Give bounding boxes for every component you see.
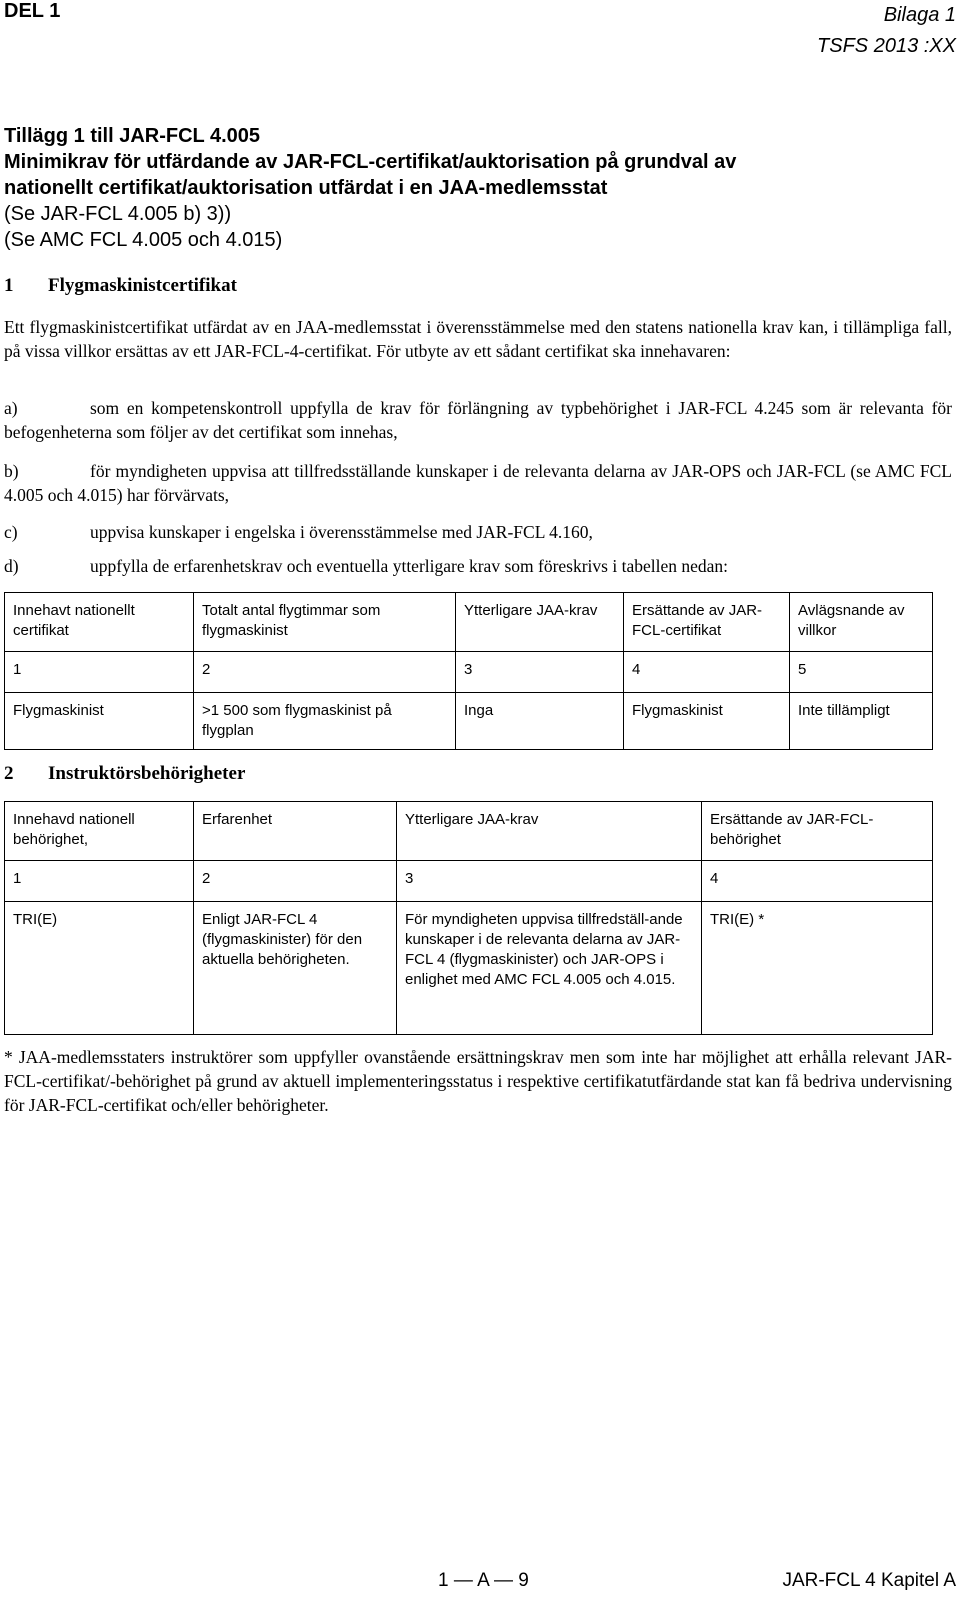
list-item-c-label: c) [4,522,18,542]
title-line-1: Tillägg 1 till JAR-FCL 4.005 [4,125,260,147]
section-1-title: Flygmaskinistcertifikat [48,275,237,296]
appendix-label: Bilaga 1 [883,4,956,26]
list-item-b [4,459,952,507]
table-header-cell: Ytterligare JAA-krav [456,593,624,652]
table-row [5,902,933,1035]
section-1-heading [4,275,237,297]
section-2-heading [4,763,245,785]
flight-engineer-table [4,592,933,750]
table-row [5,693,933,750]
list-item-d [4,554,952,578]
section-2-title: Instruktörsbehörigheter [48,763,246,784]
title-reference-2: (Se AMC FCL 4.005 och 4.015) [4,229,283,251]
table-header-cell: Totalt antal flygtimmar som flygmaskinist [194,593,456,652]
table-header-cell: Ytterligare JAA-krav [397,802,702,861]
table-header-cell: Avlägsnande av villkor [790,593,933,652]
table-header-cell: Innehavt nationellt certifikat [5,593,194,652]
table-number-row [5,861,933,902]
table-header-cell: Erfarenhet [194,802,397,861]
list-item-a [4,396,952,444]
table-header-row [5,593,933,652]
part-label: DEL 1 [4,0,61,22]
table-number-cell: 1 [5,861,194,902]
section-1-intro: Ett flygmaskinistcertifikat utfärdat av en JAA-medlemsstat i överensstämmelse med den statens nationella krav kan, i tillämpliga fall, på vissa villkor ersättas av ett JAR-FCL-4-certifikat. För utbyte av ett sådant certifikat ska innehavaren: [4,317,952,361]
title-line-3: nationellt certifikat/auktorisation utfärdat i en JAA-medlemsstat [4,177,608,199]
title-line-2: Minimikrav för utfärdande av JAR-FCL-certifikat/auktorisation på grundval av [4,151,737,173]
section-2-number: 2 [4,763,14,784]
table-cell: Inte tillämpligt [790,693,933,750]
table-number-cell: 4 [624,652,790,693]
footer-chapter: JAR-FCL 4 Kapitel A [782,1570,956,1591]
table-header-cell: Ersättande av JAR-FCL-behörighet [702,802,933,861]
table-number-cell: 3 [456,652,624,693]
table-cell: För myndigheten uppvisa tillfredställ-ande kunskaper i de relevanta delarna av JAR-FCL 4 (flygmaskinister) och JAR-OPS i enlighet med AMC FCL 4.005 och 4.015. [397,902,702,1035]
table-number-cell: 5 [790,652,933,693]
table-number-cell: 2 [194,652,456,693]
list-item-b-label: b) [4,461,19,481]
list-item-b-text: för myndigheten uppvisa att tillfredsställande kunskaper i de relevanta delarna av JAR-OPS och JAR-FCL (se AMC FCL 4.005 och 4.015) har förvärvats, [4,461,952,505]
table-header-row [5,802,933,861]
table-cell: Inga [456,693,624,750]
table-number-cell: 4 [702,861,933,902]
table-number-cell: 1 [5,652,194,693]
title-reference-1: (Se JAR-FCL 4.005 b) 3)) [4,203,232,225]
table-cell: TRI(E) [5,902,194,1035]
table-cell: Enligt JAR-FCL 4 (flygmaskinister) för den aktuella behörigheten. [194,902,397,1035]
list-item-a-text: som en kompetenskontroll uppfylla de krav för förlängning av typbehörighet i JAR-FCL 4.245 som är relevanta för befogenheterna som följer av det certifikat som innehas, [4,398,952,442]
page-number: 1 — A — 9 [438,1570,529,1591]
table-header-cell: Ersättande av JAR-FCL-certifikat [624,593,790,652]
table-number-cell: 2 [194,861,397,902]
list-item-d-text: uppfylla de erfarenhetskrav och eventuella ytterligare krav som föreskrivs i tabellen nedan: [90,556,729,576]
table-cell: Flygmaskinist [624,693,790,750]
list-item-c [4,520,952,544]
section-1-number: 1 [4,275,14,296]
table-number-row [5,652,933,693]
list-item-c-text: uppvisa kunskaper i engelska i överensstämmelse med JAR-FCL 4.160, [90,522,593,542]
document-title [4,123,944,253]
table-cell: Flygmaskinist [5,693,194,750]
list-item-d-label: d) [4,556,19,576]
table-number-cell: 3 [397,861,702,902]
header-right [817,0,956,62]
table-cell: TRI(E) * [702,902,933,1035]
instructor-table [4,801,933,1035]
list-item-a-label: a) [4,398,18,418]
table-cell: >1 500 som flygmaskinist på flygplan [194,693,456,750]
regulation-label: TSFS 2013 :XX [817,35,956,57]
footnote: * JAA-medlemsstaters instruktörer som uppfyller ovanstående ersättningskrav men som inte har möjlighet att erhålla relevant JAR-FCL-certifikat/-behörighet på grund av aktuell implementeringsstatus i respektive certifikatutfärdande stat kan få bedriva undervisning för JAR-FCL-certifikat och/eller behörigheter. [4,1047,952,1115]
table-header-cell: Innehavd nationell behörighet, [5,802,194,861]
